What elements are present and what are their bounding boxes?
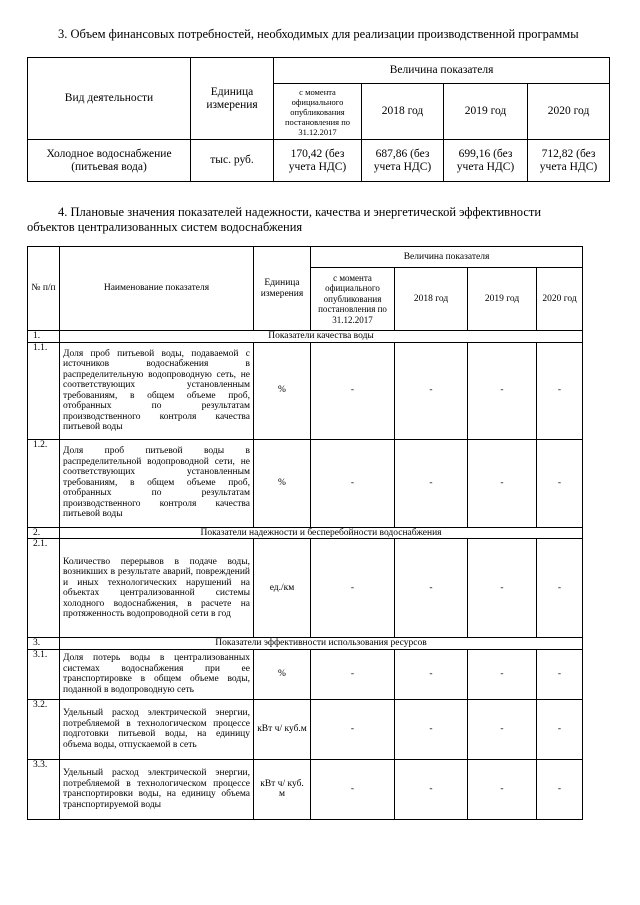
row-2020: - xyxy=(537,759,583,819)
table-row xyxy=(28,699,583,759)
row-unit: % xyxy=(254,342,311,439)
row-num: 3.2. xyxy=(28,699,60,759)
row-num: 3.1. xyxy=(28,649,60,699)
section-row xyxy=(28,527,583,539)
row-2019: - xyxy=(468,539,537,638)
section-num: 1. xyxy=(28,331,60,343)
header-2019: 2019 год xyxy=(444,84,528,140)
financial-needs-table xyxy=(27,57,610,182)
row-2019: - xyxy=(468,699,537,759)
header-since: с момента официального опубликования постановления по 31.12.2017 xyxy=(311,268,395,331)
row-2019: - xyxy=(468,439,537,527)
row-2020: - xyxy=(537,439,583,527)
row-2018: - xyxy=(395,439,468,527)
table-row xyxy=(28,649,583,699)
row-2018: - xyxy=(395,539,468,638)
row-since: - xyxy=(311,539,395,638)
table-row xyxy=(28,539,583,638)
row-2019: - xyxy=(468,649,537,699)
header-value: Величина показателя xyxy=(274,58,610,84)
header-name: Наименование показателя xyxy=(60,247,254,331)
header-num: № п/п xyxy=(28,247,60,331)
row-name: Удельный расход электрической энергии, потребляемой в технологическом процессе транспортировки воды, на единицу объема транспортируемой воды xyxy=(60,759,254,819)
row-num: 2.1. xyxy=(28,539,60,638)
section3-heading: 3. Объем финансовых потребностей, необходимых для реализации производственной программы xyxy=(58,27,579,41)
row-2020: - xyxy=(537,342,583,439)
section-title: Показатели качества воды xyxy=(60,331,583,343)
row-num: 3.3. xyxy=(28,759,60,819)
row-unit: ед./км xyxy=(254,539,311,638)
indicators-table xyxy=(27,246,583,820)
header-2018: 2018 год xyxy=(362,84,444,140)
cell-2020: 712,82 (без учета НДС) xyxy=(528,140,610,182)
section-num: 3. xyxy=(28,638,60,650)
table-row xyxy=(28,342,583,439)
header-2020: 2020 год xyxy=(528,84,610,140)
header-unit: Единица измерения xyxy=(191,58,274,140)
row-unit: кВт ч/ куб. м xyxy=(254,759,311,819)
cell-unit: тыс. руб. xyxy=(191,140,274,182)
header-2018: 2018 год xyxy=(395,268,468,331)
row-num: 1.2. xyxy=(28,439,60,527)
row-since: - xyxy=(311,759,395,819)
row-2020: - xyxy=(537,649,583,699)
row-name: Удельный расход электрической энергии, потребляемой в технологическом процессе подготовки питьевой воды, на единицу объема воды, отпускаемой в сеть xyxy=(60,699,254,759)
row-unit: кВт ч/ куб.м xyxy=(254,699,311,759)
row-unit: % xyxy=(254,649,311,699)
cell-activity: Холодное водоснабжение (питьевая вода) xyxy=(28,140,191,182)
row-since: - xyxy=(311,699,395,759)
row-2020: - xyxy=(537,699,583,759)
cell-since: 170,42 (без учета НДС) xyxy=(274,140,362,182)
section-row xyxy=(28,331,583,343)
header-2020: 2020 год xyxy=(537,268,583,331)
row-since: - xyxy=(311,342,395,439)
row-2020: - xyxy=(537,539,583,638)
section4-heading-line2: объектов централизованных систем водоснабжения xyxy=(27,220,303,234)
row-unit: % xyxy=(254,439,311,527)
cell-2019: 699,16 (без учета НДС) xyxy=(444,140,528,182)
row-2018: - xyxy=(395,649,468,699)
row-2018: - xyxy=(395,699,468,759)
row-2018: - xyxy=(395,759,468,819)
row-2019: - xyxy=(468,759,537,819)
header-value: Величина показателя xyxy=(311,247,583,268)
header-2019: 2019 год xyxy=(468,268,537,331)
section4-heading-line1: 4. Плановые значения показателей надежности, качества и энергетической эффективности xyxy=(58,205,542,219)
header-since: с момента официального опубликования постановления по 31.12.2017 xyxy=(274,84,362,140)
row-name: Количество перерывов в подаче воды, возникших в результате аварий, повреждений и иных технологических нарушений на объектах централизованной системы холодного водоснабжения, в расчете на протяженность водопроводной сети в год xyxy=(60,539,254,638)
row-name: Доля проб питьевой воды в распределительной водопроводной сети, не соответствующих установленным требованиям, в общем объеме проб, отобранных по результатам производственного контроля качества питьевой воды xyxy=(60,439,254,527)
table-row xyxy=(28,759,583,819)
section-row xyxy=(28,638,583,650)
row-2019: - xyxy=(468,342,537,439)
section-title: Показатели надежности и бесперебойности водоснабжения xyxy=(60,527,583,539)
section-num: 2. xyxy=(28,527,60,539)
row-num: 1.1. xyxy=(28,342,60,439)
header-unit: Единица измерения xyxy=(254,247,311,331)
row-2018: - xyxy=(395,342,468,439)
table-row xyxy=(28,140,610,182)
header-activity: Вид деятельности xyxy=(28,58,191,140)
table-row xyxy=(28,439,583,527)
row-name: Доля проб питьевой воды, подаваемой с источников водоснабжения в распределительную водопроводную сеть, не соответствующих установленным требованиям, в общем объеме проб, отобранных по результатам производственного контроля качества питьевой воды xyxy=(60,342,254,439)
section-title: Показатели эффективности использования ресурсов xyxy=(60,638,583,650)
row-since: - xyxy=(311,439,395,527)
cell-2018: 687,86 (без учета НДС) xyxy=(362,140,444,182)
row-since: - xyxy=(311,649,395,699)
row-name: Доля потерь воды в централизованных системах водоснабжения при ее транспортировке в общем объеме воды, поданной в водопроводную сеть xyxy=(60,649,254,699)
